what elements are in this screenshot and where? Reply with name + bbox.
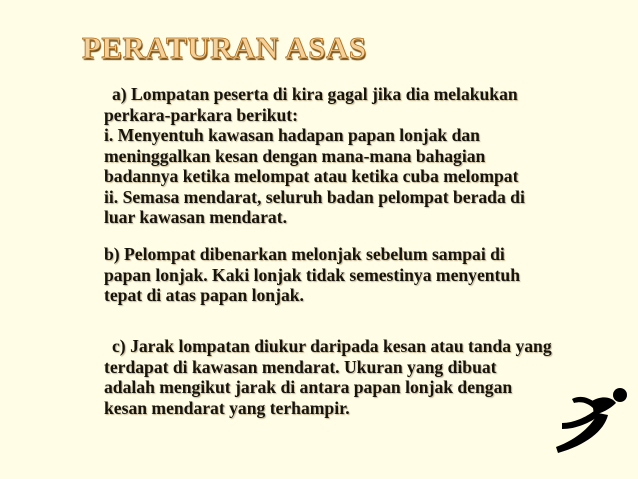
rule-b-line: papan lonjak. Kaki lonjak tidak semestinya menyentuh bbox=[104, 264, 520, 285]
rule-a-line: i. Menyentuh kawasan hadapan papan lonjak dan bbox=[104, 125, 480, 145]
rule-b-line: tepat di atas papan lonjak. bbox=[104, 285, 304, 305]
rule-c-line: adalah mengikut jarak di antara papan lonjak dengan bbox=[104, 377, 513, 397]
rule-paragraph-b bbox=[104, 244, 624, 306]
rule-a-line: meninggalkan kesan dengan mana-mana bahagian bbox=[104, 145, 486, 166]
rule-paragraph-c bbox=[104, 336, 624, 418]
rule-a-line: a) Lompatan peserta di kira gagal jika dia melakukan bbox=[112, 84, 518, 104]
rule-c-line: c) Jarak lompatan diukur daripada kesan atau tanda yang bbox=[112, 336, 552, 356]
rule-c-line: kesan mendarat yang terhampir. bbox=[104, 397, 350, 418]
rule-a-line: perkara-parkara berikut: bbox=[104, 104, 299, 125]
long-jumper-silhouette-icon bbox=[552, 383, 634, 455]
rule-paragraph-a bbox=[104, 84, 624, 228]
rule-b-line: b) Pelompat dibenarkan melonjak sebelum sampai di bbox=[104, 244, 505, 264]
rule-a-line: ii. Semasa mendarat, seluruh badan pelompat berada di bbox=[104, 186, 525, 207]
rule-a-line: luar kawasan mendarat. bbox=[104, 207, 287, 227]
slide-title: PERATURAN ASAS bbox=[82, 30, 367, 65]
rule-a-line: badannya ketika melompat atau ketika cuba melompat bbox=[104, 166, 519, 186]
rule-c-line: terdapat di kawasan mendarat. Ukuran yang dibuat bbox=[104, 356, 497, 377]
